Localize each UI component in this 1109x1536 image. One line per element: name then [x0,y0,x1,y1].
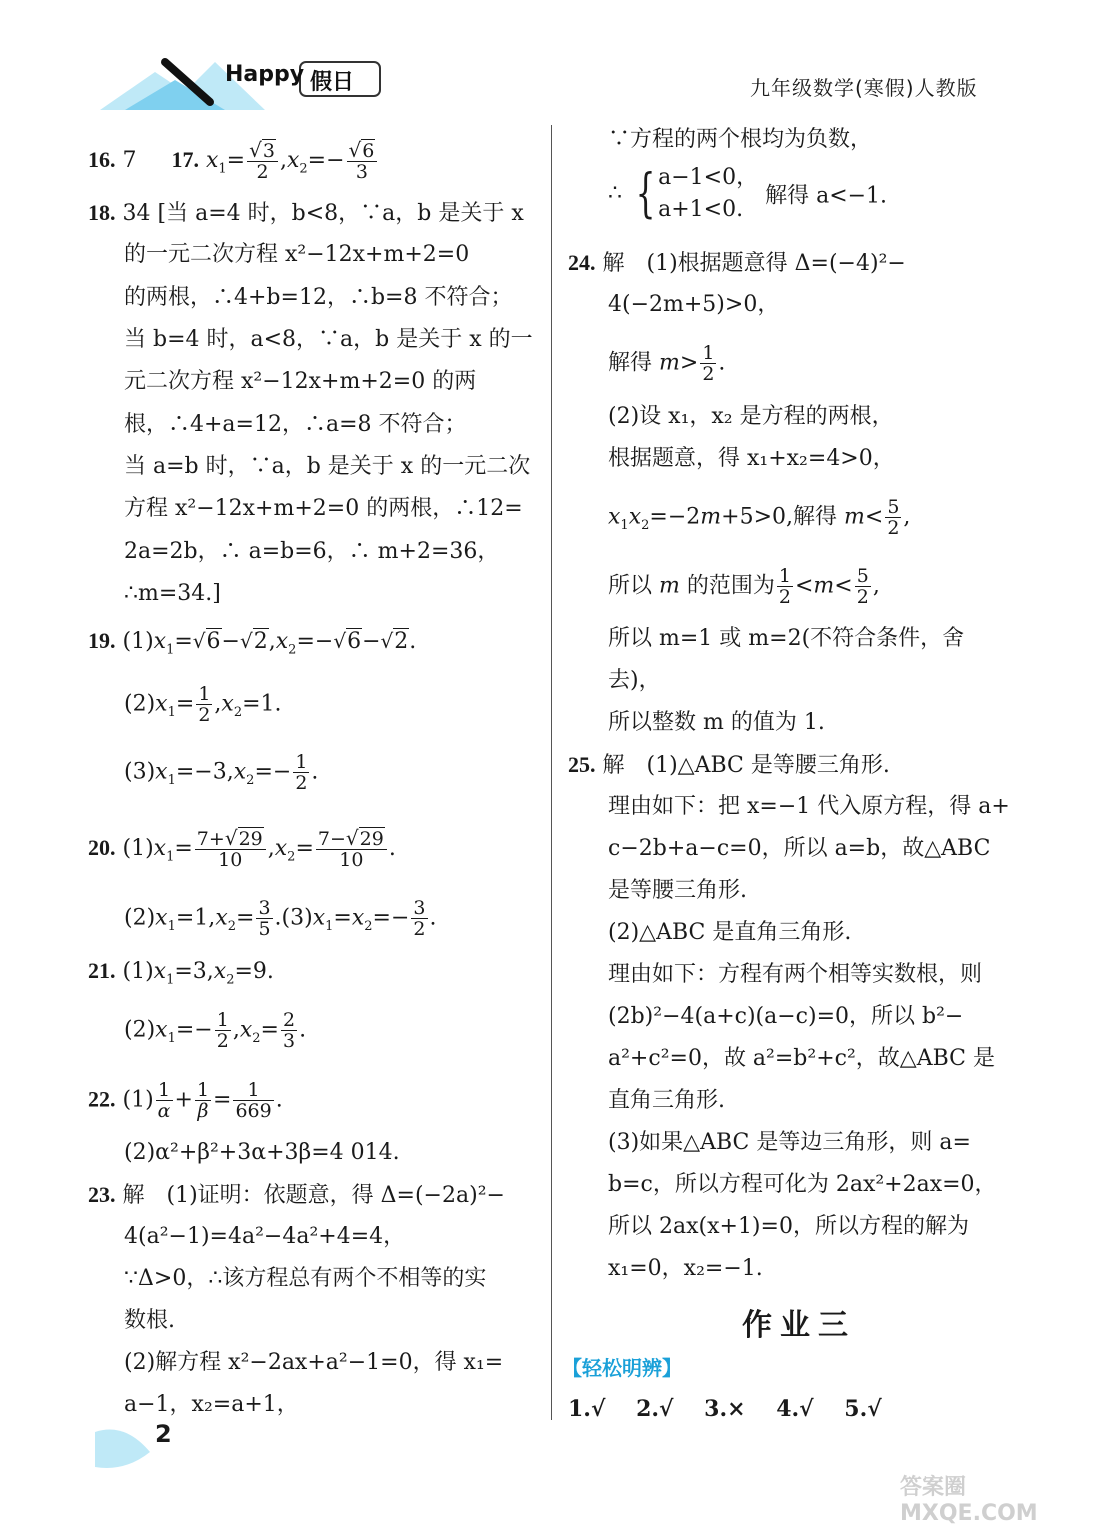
q22-2: (2)α²+β²+3α+3β=4 014. [124,1140,400,1165]
q18-line-7: 方程 x²−12x+m+2=0 的两根，∴12= [124,496,523,521]
q19-1: 19. $(1)x_1=√6-√2,x_2=-√6-√2$. [88,628,417,658]
q18-line-2: 的两根，∴4+b=12，∴b=8 不符合； [124,285,513,310]
q19-2: $(2)x_1=$ $\frac{1}{2}$ $,x_2=1$. [124,683,282,726]
watermark: 答案圈 MXQE.COM [900,1475,1038,1526]
section-title: 作业三 [742,1308,856,1343]
q24-line-3: (2)设 x₁，x₂ 是方程的两根， [608,404,894,429]
r-system: ∴ { a−1<0， a+1<0. 解得 a<−1. [608,164,888,224]
q18-line-9: ∴m=34.] [124,581,221,606]
q25-line-10: b=c，所以方程可化为 2ax²+2ax=0， [608,1172,997,1197]
tf-3: 3.× [704,1396,746,1422]
tf-4: 4.√ [776,1396,814,1422]
q25-line-2: c−2b+a−c=0，所以 a=b，故△ABC [608,836,991,861]
q25-line-7: a²+c²=0，故 a²=b²+c²，故△ABC 是 [608,1046,995,1071]
tf-1: 1.√ [568,1396,606,1422]
q25-line-6: (2b)²−4(a+c)(a−c)=0，所以 b²− [608,1004,964,1029]
page-corner-decoration [95,1422,155,1472]
q23-line-1: 4(a²−1)=4a²−4a²+4=4， [124,1224,406,1249]
header-logo [95,52,395,112]
q18-line-4: 元二次方程 x²−12x+m+2=0 的两 [124,369,477,394]
section-badge: 【轻松明辨】 [562,1356,682,1380]
q23-line-5: a−1，x₂=a+1， [124,1392,299,1417]
q24-line-6: 所以 m 的范围为 $\frac{1}{2}$ <m< $\frac{5}{2}$ , [608,565,880,608]
tf-2: 2.√ [636,1396,674,1422]
q25-line-3: 是等腰三角形. [608,878,747,903]
q23-line-2: ∵Δ>0，∴该方程总有两个不相等的实 [124,1266,487,1291]
q24-line-1: 4(−2m+5)>0， [608,292,780,317]
corner-swoosh-icon [95,1422,155,1472]
q18-line-5: 根，∴4+a=12，∴a=8 不符合； [124,412,467,437]
q20-1: 20. $(1)x_1=$ $\frac{7+√29}{10}$ $,x_2=$ $\frac{7-√29}{10}$ . [88,826,396,871]
q24-line-4: 根据题意，得 x₁+x₂=4>0， [608,446,895,471]
q23-line-0: 23. 解 (1)证明：依题意，得 Δ=(−2a)²− [88,1182,505,1208]
q23-line-4: (2)解方程 x²−2ax+a²−1=0，得 x₁= [124,1350,504,1375]
q18-line-8: 2a=2b，∴ a=b=6，∴ m+2=36， [124,539,500,564]
q21-2: $(2)x_1=-$ $\frac{1}{2}$ $,x_2=$ $\frac{2}{3}$ . [124,1009,307,1052]
q24-line-5: $x_1x_2=-2m+5>0$,解得 m< $\frac{5}{2}$ , [608,496,911,539]
page-number: 2 [155,1420,172,1448]
logo-badge: 假日 [310,70,355,95]
q25-line-8: 直角三角形. [608,1088,725,1113]
q18-line-0: 18. 34 [当 a=4 时，b<8，∵a，b 是关于 x [88,200,524,226]
q25-line-9: (3)如果△ABC 是等边三角形，则 a= [608,1130,971,1155]
tf-answers [568,1394,882,1424]
q24-line-2: 解得 m> $\frac{1}{2}$ . [608,342,726,385]
q16-17: 16. 7 17. $x_1=$ $\frac{√3}{2}$ $,x_2=-$ $\frac{√6}{3}$ [88,140,379,184]
logo-text: Happy [225,62,305,87]
q18-line-1: 的一元二次方程 x²−12x+m+2=0 [124,242,470,267]
q21-1: 21. $(1)x_1=3,x_2=9$. [88,958,274,988]
q25-line-0: 25. 解 (1)△ABC 是等腰三角形. [568,752,890,778]
tf-5: 5.√ [844,1396,882,1422]
q24-line-0: 24. 解 (1)根据题意得 Δ=(−4)²− [568,250,906,276]
q25-line-11: 所以 2ax(x+1)=0，所以方程的解为 [608,1214,969,1239]
q25-line-12: x₁=0，x₂=−1. [608,1256,763,1281]
q18-line-3: 当 b=4 时，a<8，∵a，b 是关于 x 的一 [124,327,533,352]
q20-2: $(2)x_1=1,x_2=$ $\frac{3}{5}$ $.(3)x_1=x_2=-$ $\frac{3}{2}$ . [124,897,437,940]
q24-line-8: 去)， [608,668,661,693]
q22-1: 22. (1) $\frac{1}{\alpha}$ + $\frac{1}{\beta}$ = $\frac{1}{669}$ . [88,1079,283,1122]
r-line-1: ∵方程的两个根均为负数， [608,127,873,152]
q23-line-3: 数根. [124,1308,175,1333]
q24-line-7: 所以 m=1 或 m=2(不符合条件，舍 [608,626,965,651]
q25-line-5: 理由如下：方程有两个相等实数根，则 [608,962,983,987]
q25-line-1: 理由如下：把 x=−1 代入原方程，得 a+ [608,794,1010,819]
q24-line-9: 所以整数 m 的值为 1. [608,710,825,735]
header-title: 九年级数学(寒假)人教版 [750,76,978,100]
q19-3: $(3)x_1=-3,x_2=-$ $\frac{1}{2}$ . [124,751,319,794]
q18-line-6: 当 a=b 时，∵a，b 是关于 x 的一元二次 [124,454,531,479]
column-divider [551,125,552,1420]
q25-line-4: (2)△ABC 是直角三角形. [608,920,852,945]
